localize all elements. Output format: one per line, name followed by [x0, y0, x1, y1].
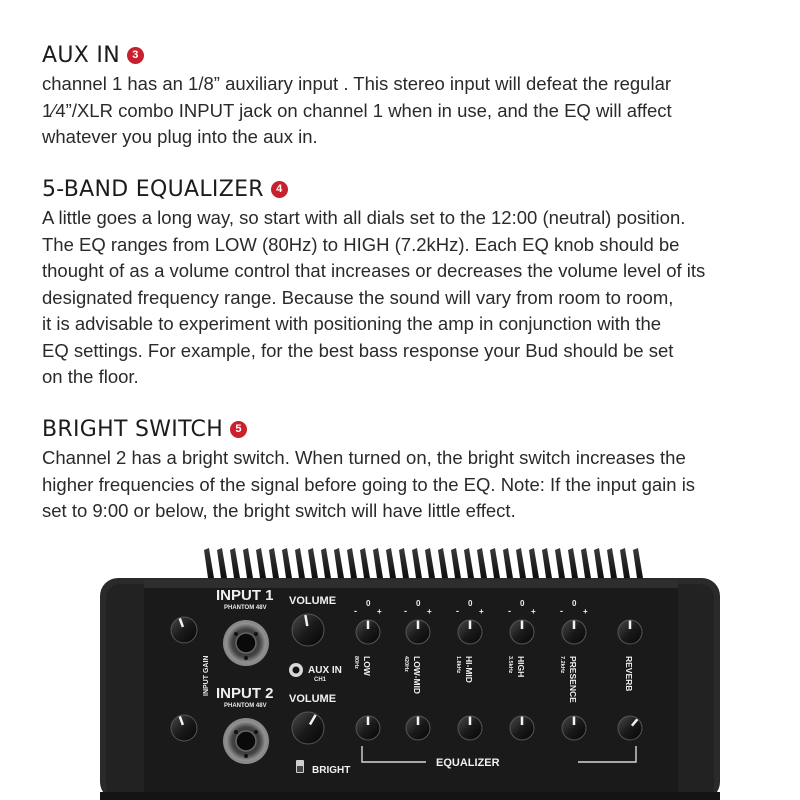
- heat-sink-fin: [295, 548, 305, 578]
- heat-sink-fin: [204, 548, 214, 578]
- heat-sink-fin: [451, 548, 461, 578]
- body-line: set to 9:00 or below, the bright switch will have little effect.: [42, 500, 516, 521]
- eq-knob-presence-ch2[interactable]: [562, 716, 586, 740]
- eq-knob-low-mid-ch2[interactable]: [406, 716, 430, 740]
- heat-sink-fin: [308, 548, 318, 578]
- input-gain-knob-ch1[interactable]: [171, 617, 197, 643]
- heat-sink-fin: [243, 548, 253, 578]
- heat-sink-fin: [334, 548, 344, 578]
- heat-sink-fin: [594, 548, 604, 578]
- heading-text: AUX IN: [42, 42, 120, 68]
- heat-sink-fin: [321, 548, 331, 578]
- heading-text: 5-BAND EQUALIZER: [42, 176, 264, 202]
- bright-switch[interactable]: [296, 760, 304, 773]
- band-name-hi-mid: HI-MID: [464, 656, 474, 683]
- eq-knob-low-mid-ch1[interactable]: [406, 620, 430, 644]
- volume2-label: VOLUME: [289, 693, 337, 705]
- section-body: [42, 71, 762, 151]
- input-gain-knob-ch2[interactable]: [171, 715, 197, 741]
- heat-sink-fin: [269, 548, 279, 578]
- body-line: higher frequencies of the signal before going to the EQ. Note: If the input gain is: [42, 473, 696, 495]
- body-line: it is advisable to experiment with positioning the amp in conjunction with the: [42, 313, 662, 334]
- heat-sink-fin: [412, 548, 422, 578]
- heat-sink-fin: [581, 548, 591, 578]
- section-bright-switch: [42, 415, 762, 525]
- input2-label: INPUT 2: [216, 685, 274, 702]
- band-name-low-mid: LOW-MID: [412, 656, 422, 695]
- heat-sink-fin: [386, 548, 396, 578]
- heat-sink-fin: [347, 548, 357, 578]
- section-aux-in: [42, 41, 762, 151]
- heat-sink-fin: [217, 548, 227, 578]
- zero-mark: 0: [366, 599, 371, 608]
- amp-panel-photo: [100, 548, 720, 800]
- volume-knob-ch2[interactable]: [292, 712, 324, 744]
- eq-knob-low-ch2[interactable]: [356, 716, 380, 740]
- bright-label: BRIGHT: [312, 765, 351, 776]
- heat-sink-fin: [529, 548, 539, 578]
- eq-knob-hi-mid-ch1[interactable]: [458, 620, 482, 644]
- body-line: on the floor.: [42, 366, 139, 387]
- eq-knob-high-ch2[interactable]: [510, 716, 534, 740]
- eq-knob-reverb-ch2[interactable]: [618, 716, 642, 740]
- heading-text: BRIGHT SWITCH: [42, 416, 224, 442]
- section-body: [42, 205, 762, 391]
- heat-sink-fin: [477, 548, 487, 578]
- number-badge: 4: [271, 181, 288, 198]
- band-freq-presence: 7.2kHz: [559, 656, 565, 674]
- heat-sink-fin: [282, 548, 292, 578]
- heat-sink-fin: [633, 548, 643, 578]
- volume1-label: VOLUME: [289, 595, 337, 607]
- input1-combo-jack[interactable]: [223, 620, 269, 666]
- input1-label: INPUT 1: [216, 587, 274, 604]
- band-name-high: HIGH: [516, 656, 526, 678]
- heat-sink-fin: [230, 548, 240, 578]
- section-equalizer: [42, 175, 762, 391]
- equalizer-label: EQUALIZER: [436, 757, 500, 769]
- band-freq-low-mid: 420Hz: [403, 656, 409, 672]
- input2-combo-jack[interactable]: [223, 718, 269, 764]
- heat-sink-fin: [607, 548, 617, 578]
- minus-mark: -: [508, 606, 511, 616]
- heat-sink-fin: [490, 548, 500, 578]
- body-line: Channel 2 has a bright switch. When turned on, the bright switch increases the: [42, 447, 686, 468]
- heat-sink-fin: [555, 548, 565, 578]
- heat-sink: [204, 548, 643, 578]
- heat-sink-fin: [425, 548, 435, 578]
- heat-sink-fin: [438, 548, 448, 578]
- aux-in-sub-label: CH1: [314, 677, 327, 683]
- plus-mark: +: [531, 607, 536, 616]
- number-badge: 3: [127, 47, 144, 64]
- body-line: The EQ ranges from LOW (80Hz) to HIGH (7.2kHz). Each EQ knob should be: [42, 233, 680, 255]
- body-line: whatever you plug into the aux in.: [42, 126, 318, 147]
- section-heading: [42, 41, 762, 69]
- input-gain-label: INPUT GAIN: [203, 655, 210, 696]
- input2-sub-label: PHANTOM 48V: [224, 703, 267, 709]
- minus-mark: -: [560, 606, 563, 616]
- aux-in-label: AUX IN: [308, 665, 342, 676]
- eq-knob-high-ch1[interactable]: [510, 620, 534, 644]
- zero-mark: 0: [468, 599, 473, 608]
- band-freq-hi-mid: 1.8kHz: [455, 656, 461, 674]
- heat-sink-fin: [568, 548, 578, 578]
- plus-mark: +: [583, 607, 588, 616]
- input1-sub-label: PHANTOM 48V: [224, 605, 267, 611]
- band-freq-high: 3.5kHz: [507, 656, 513, 674]
- body-line: A little goes a long way, so start with all dials set to the 12:00 (neutral) position.: [42, 207, 686, 228]
- heat-sink-fin: [360, 548, 370, 578]
- heat-sink-fin: [542, 548, 552, 578]
- heat-sink-fin: [464, 548, 474, 578]
- band-name-low: LOW: [362, 656, 372, 676]
- band-freq-low: 80Hz: [353, 656, 359, 669]
- heat-sink-fin: [620, 548, 630, 578]
- heat-sink-fin: [399, 548, 409, 578]
- body-line: EQ settings. For example, for the best bass response your Bud should be set: [42, 339, 674, 361]
- plus-mark: +: [377, 607, 382, 616]
- heat-sink-fin: [256, 548, 266, 578]
- section-heading: [42, 415, 762, 443]
- minus-mark: -: [404, 606, 407, 616]
- eq-knob-low-ch1[interactable]: [356, 620, 380, 644]
- band-name-presence: PRESENCE: [568, 656, 578, 703]
- minus-mark: -: [456, 606, 459, 616]
- body-line: designated frequency range. Because the sound will vary from room to room,: [42, 286, 674, 308]
- section-body: [42, 445, 762, 525]
- section-heading: [42, 175, 762, 203]
- heat-sink-fin: [503, 548, 513, 578]
- zero-mark: 0: [572, 599, 577, 608]
- zero-mark: 0: [416, 599, 421, 608]
- plus-mark: +: [427, 607, 432, 616]
- eq-knob-presence-ch1[interactable]: [562, 620, 586, 644]
- minus-mark: -: [354, 606, 357, 616]
- body-line: channel 1 has an 1/8” auxiliary input . This stereo input will defeat the regular: [42, 73, 672, 94]
- volume-knob-ch1[interactable]: [292, 614, 324, 646]
- plus-mark: +: [479, 607, 484, 616]
- body-line: thought of as a volume control that increases or decreases the volume level of its: [42, 260, 706, 281]
- heat-sink-fin: [516, 548, 526, 578]
- zero-mark: 0: [520, 599, 525, 608]
- eq-knob-reverb-ch1[interactable]: [618, 620, 642, 644]
- aux-in-jack[interactable]: [289, 663, 303, 677]
- eq-knob-hi-mid-ch2[interactable]: [458, 716, 482, 740]
- body-line: 1⁄4”/XLR combo INPUT jack on channel 1 when in use, and the EQ will affect: [42, 99, 672, 121]
- band-name-reverb: REVERB: [624, 656, 634, 692]
- number-badge: 5: [230, 421, 247, 438]
- heat-sink-fin: [373, 548, 383, 578]
